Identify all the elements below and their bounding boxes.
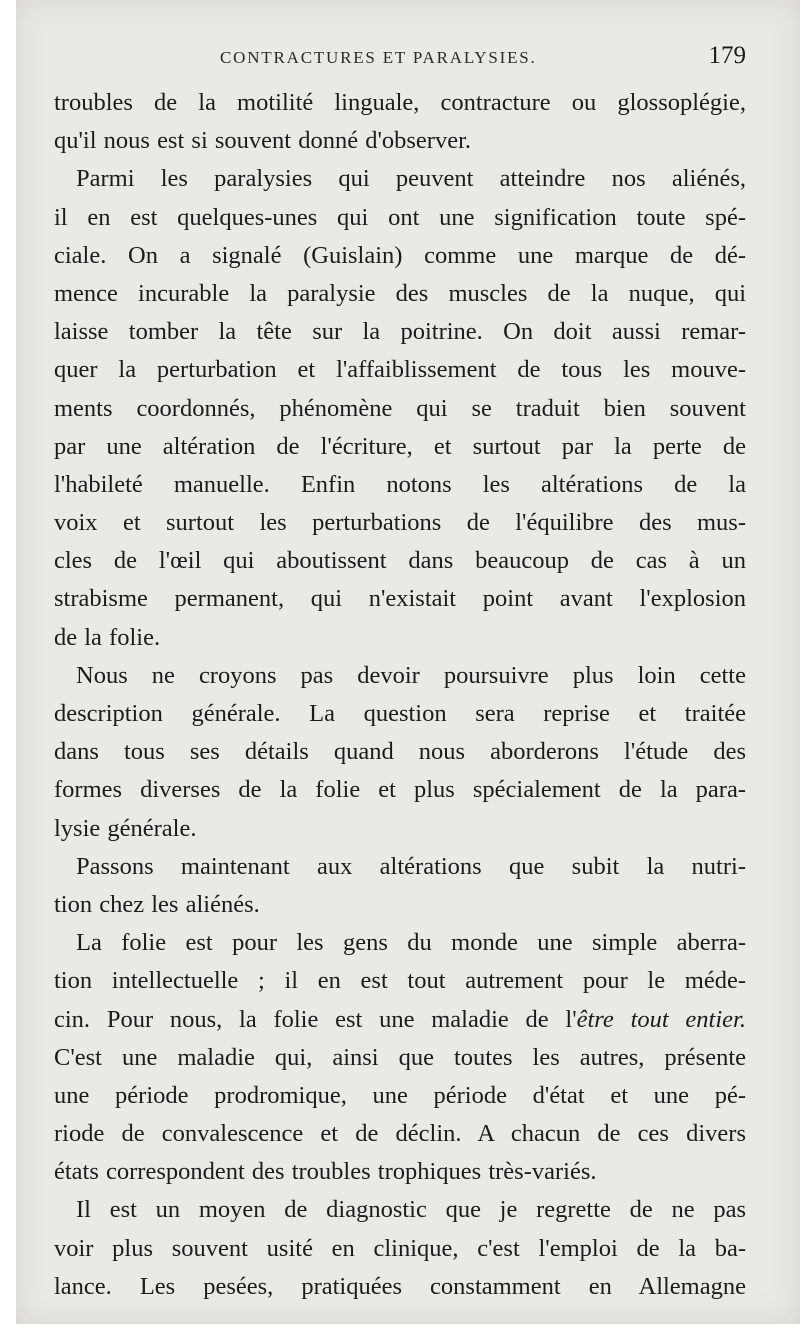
text-line: l'habileté manuelle. Enfin notons les altérations de la [54, 470, 746, 498]
text-line: de la folie. [54, 623, 161, 651]
text-line [54, 1001, 746, 1039]
text-span: cin. Pour nous, la folie est une maladie de l' [54, 1005, 577, 1033]
text-line: riode de convalescence et de déclin. A chacun de ces divers [54, 1120, 746, 1148]
text-line: La folie est pour les gens du monde une simple aberra- [76, 929, 746, 957]
text-line: Nous ne croyons pas devoir poursuivre plus loin cette [76, 661, 746, 689]
text-line: voix et surtout les perturbations de l'équilibre des mus- [54, 509, 746, 537]
italic-phrase: être tout entier. [576, 1005, 746, 1033]
text-line: quer la perturbation et l'affaiblissement de tous les mouve- [54, 356, 746, 384]
text-line: voir plus souvent usité en clinique, c'est l'emploi de la ba- [54, 1234, 746, 1262]
text-line: formes diverses de la folie et plus spécialement de la para- [54, 776, 746, 804]
text-line: tion intellectuelle ; il en est tout autrement pour le méde- [54, 967, 746, 995]
text-line: lance. Les pesées, pratiquées constamment en Allemagne [54, 1272, 746, 1300]
text-line: troubles de la motilité linguale, contracture ou glossoplégie, [54, 89, 746, 116]
text-line: strabisme permanent, qui n'existait point avant l'explosion [54, 585, 746, 613]
text-line: il en est quelques-unes qui ont une signification toute spé- [54, 203, 746, 231]
text-line: dans tous ses détails quand nous aborderons l'étude des [54, 738, 746, 766]
text-line: ciale. On a signalé (Guislain) comme une marque de dé- [54, 241, 746, 269]
text-line: ments coordonnés, phénomène qui se traduit bien souvent [54, 394, 746, 422]
text-line: cles de l'œil qui aboutissent dans beaucoup de cas à un [54, 547, 746, 575]
text-line: tion chez les aliénés. [54, 890, 260, 918]
running-title: CONTRACTURES ET PARALYSIES. [220, 48, 537, 67]
text-line: laisse tomber la tête sur la poitrine. On doit aussi remar- [54, 318, 746, 346]
running-header [54, 0, 746, 90]
text-line: qu'il nous est si souvent donné d'observer. [54, 127, 471, 155]
text-line: lysie générale. [54, 814, 197, 842]
text-line: par une altération de l'écriture, et surtout par la perte de [54, 432, 746, 460]
text-line: une période prodromique, une période d'état et une pé- [54, 1081, 746, 1109]
page-number: 179 [708, 42, 746, 69]
text-line: mence incurable la paralysie des muscles de la nuque, qui [54, 279, 746, 307]
book-page [54, 0, 746, 1300]
text-line: Parmi les paralysies qui peuvent atteindre nos aliénés, [76, 165, 746, 193]
text-line: Passons maintenant aux altérations que subit la nutri- [76, 852, 746, 880]
text-line: description générale. La question sera reprise et traitée [54, 700, 746, 727]
body-text [54, 84, 746, 1306]
text-line: C'est une maladie qui, ainsi que toutes les autres, présente [54, 1043, 746, 1071]
text-line: Il est un moyen de diagnostic que je regrette de ne pas [76, 1196, 746, 1224]
text-line: états correspondent des troubles trophiques très-variés. [54, 1158, 597, 1186]
